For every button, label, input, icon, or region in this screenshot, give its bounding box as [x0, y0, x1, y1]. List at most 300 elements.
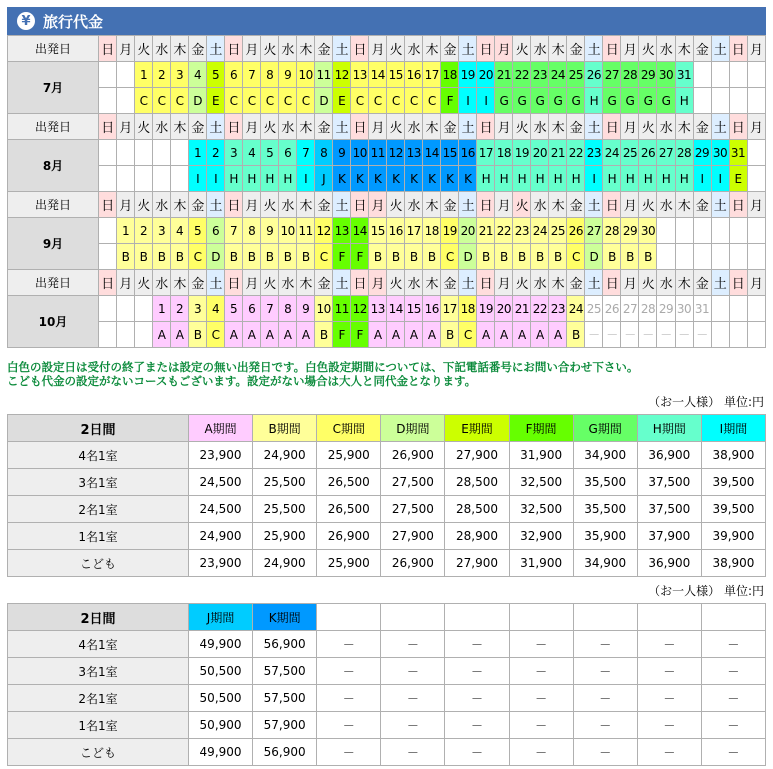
period-row	[8, 244, 766, 270]
date-cell[interactable]: 5	[261, 140, 279, 166]
weekday-cell: 月	[369, 36, 387, 62]
date-cell[interactable]: 16	[387, 218, 405, 244]
date-cell[interactable]: 5	[225, 296, 243, 322]
date-cell[interactable]: 15	[441, 140, 459, 166]
period-cell: C	[243, 88, 261, 114]
period-cell: D	[459, 244, 477, 270]
date-cell[interactable]: 2	[135, 218, 153, 244]
date-cell[interactable]: 5	[207, 62, 225, 88]
price-cell: 35,900	[573, 523, 637, 550]
weekday-cell: 土	[207, 36, 225, 62]
price-cell: 39,500	[701, 469, 765, 496]
date-cell[interactable]: 9	[333, 140, 351, 166]
price-cell: 23,900	[189, 442, 253, 469]
price-cell: 57,500	[253, 658, 317, 685]
date-cell[interactable]: 10	[351, 140, 369, 166]
weekday-cell: 月	[369, 114, 387, 140]
price-row	[8, 523, 766, 550]
weekday-cell: 金	[189, 36, 207, 62]
weekday-cell: 日	[603, 36, 621, 62]
date-cell[interactable]: 29	[621, 218, 639, 244]
date-cell[interactable]: 12	[315, 218, 333, 244]
weekday-cell: 月	[117, 36, 135, 62]
weekday-cell: 水	[531, 192, 549, 218]
date-cell[interactable]: 25	[621, 140, 639, 166]
price-cell: 35,500	[573, 469, 637, 496]
period-cell: D	[585, 244, 603, 270]
period-cell: －	[693, 322, 711, 348]
period-cell: K	[369, 166, 387, 192]
date-cell	[747, 140, 765, 166]
price-cell: －	[573, 712, 637, 739]
period-cell: B	[153, 244, 171, 270]
price-cell: －	[317, 685, 381, 712]
date-cell[interactable]: 7	[261, 296, 279, 322]
date-cell[interactable]: 15	[369, 218, 387, 244]
date-cell[interactable]: 9	[279, 62, 297, 88]
period-cell: C	[135, 88, 153, 114]
date-cell[interactable]: 21	[549, 140, 567, 166]
date-cell[interactable]: 8	[279, 296, 297, 322]
date-cell	[729, 62, 747, 88]
date-cell	[153, 140, 171, 166]
period-row	[8, 166, 766, 192]
date-cell[interactable]: 10	[297, 62, 315, 88]
period-cell: G	[567, 88, 585, 114]
weekday-header-row	[8, 192, 766, 218]
date-cell[interactable]: 26	[585, 62, 603, 88]
date-cell[interactable]: 18	[441, 62, 459, 88]
date-cell[interactable]: 8	[261, 62, 279, 88]
date-cell[interactable]: 4	[189, 62, 207, 88]
period-column-header: E期間	[445, 415, 509, 442]
date-cell[interactable]: 2	[171, 296, 189, 322]
date-cell[interactable]: 29	[693, 140, 711, 166]
date-cell[interactable]: 27	[621, 296, 639, 322]
date-cell[interactable]: 28	[621, 62, 639, 88]
date-cell[interactable]: 28	[675, 140, 693, 166]
date-cell[interactable]: 20	[477, 62, 495, 88]
date-cell[interactable]: 2	[207, 140, 225, 166]
date-cell[interactable]: 20	[459, 218, 477, 244]
weekday-cell: 木	[297, 270, 315, 296]
date-cell	[711, 218, 729, 244]
period-cell: C	[405, 88, 423, 114]
date-cell[interactable]: 7	[225, 218, 243, 244]
date-cell[interactable]: 18	[459, 296, 477, 322]
date-cell[interactable]: 27	[657, 140, 675, 166]
date-cell[interactable]: 15	[405, 296, 423, 322]
date-cell[interactable]: 14	[351, 218, 369, 244]
period-cell: K	[351, 166, 369, 192]
date-cell[interactable]: 16	[423, 296, 441, 322]
date-cell[interactable]: 6	[279, 140, 297, 166]
price-cell: －	[445, 631, 509, 658]
period-cell: C	[459, 322, 477, 348]
weekday-cell: 日	[729, 192, 747, 218]
weekday-cell: 日	[225, 270, 243, 296]
date-cell[interactable]: 6	[207, 218, 225, 244]
weekday-cell: 火	[135, 192, 153, 218]
date-cell[interactable]: 24	[567, 296, 585, 322]
notes	[7, 360, 766, 388]
weekday-cell: 土	[585, 270, 603, 296]
period-cell: C	[369, 88, 387, 114]
period-cell: C	[423, 88, 441, 114]
period-column-header: I期間	[701, 415, 765, 442]
weekday-cell: 木	[423, 36, 441, 62]
weekday-cell: 火	[513, 114, 531, 140]
weekday-cell: 月	[117, 270, 135, 296]
date-cell[interactable]: 3	[171, 62, 189, 88]
weekday-cell: 水	[279, 270, 297, 296]
date-cell[interactable]: 12	[387, 140, 405, 166]
date-cell[interactable]: 18	[423, 218, 441, 244]
date-cell[interactable]: 29	[639, 62, 657, 88]
weekday-cell: 水	[279, 36, 297, 62]
period-cell: A	[225, 322, 243, 348]
price-cell: 57,500	[253, 685, 317, 712]
date-cell	[99, 296, 117, 322]
date-cell[interactable]: 13	[351, 62, 369, 88]
price-cell: 32,500	[509, 469, 573, 496]
date-cell[interactable]: 18	[495, 140, 513, 166]
date-cell[interactable]: 24	[531, 218, 549, 244]
date-cell[interactable]: 19	[477, 296, 495, 322]
weekday-cell: 水	[657, 36, 675, 62]
period-cell: B	[513, 244, 531, 270]
period-cell: H	[279, 166, 297, 192]
date-cell[interactable]: 4	[171, 218, 189, 244]
date-cell[interactable]: 8	[315, 140, 333, 166]
weekday-cell: 水	[531, 36, 549, 62]
period-cell: I	[711, 166, 729, 192]
date-cell[interactable]: 30	[675, 296, 693, 322]
price-cell: 25,900	[317, 442, 381, 469]
date-cell[interactable]: 30	[639, 218, 657, 244]
weekday-cell: 日	[225, 192, 243, 218]
date-cell[interactable]: 13	[369, 296, 387, 322]
weekday-cell: 木	[675, 114, 693, 140]
date-cell[interactable]: 14	[369, 62, 387, 88]
period-cell: C	[153, 88, 171, 114]
date-cell[interactable]: 11	[297, 218, 315, 244]
date-cell[interactable]: 23	[585, 140, 603, 166]
weekday-cell: 木	[675, 270, 693, 296]
weekday-cell: 水	[279, 114, 297, 140]
weekday-header-row	[8, 114, 766, 140]
weekday-cell: 月	[621, 270, 639, 296]
period-column-header: K期間	[253, 604, 317, 631]
note-line: こども代金の設定がないコースもございます。設定がない場合は大人と同代金となります。	[7, 374, 477, 388]
price-cell: －	[701, 712, 765, 739]
date-cell[interactable]: 25	[585, 296, 603, 322]
period-cell	[711, 244, 729, 270]
date-cell[interactable]: 13	[333, 218, 351, 244]
period-cell: B	[117, 244, 135, 270]
date-cell[interactable]: 4	[207, 296, 225, 322]
period-cell: K	[387, 166, 405, 192]
price-cell: 26,900	[381, 550, 445, 577]
date-cell[interactable]: 17	[477, 140, 495, 166]
weekday-cell: 水	[657, 192, 675, 218]
weekday-cell: 火	[387, 114, 405, 140]
period-cell: A	[423, 322, 441, 348]
price-cell: －	[637, 658, 701, 685]
date-cell[interactable]: 21	[513, 296, 531, 322]
period-cell: A	[153, 322, 171, 348]
date-cell[interactable]: 2	[153, 62, 171, 88]
price-cell: －	[701, 631, 765, 658]
month-label: 9月	[8, 218, 99, 270]
date-cell[interactable]: 23	[513, 218, 531, 244]
date-cell[interactable]: 31	[675, 62, 693, 88]
date-cell[interactable]: 22	[495, 218, 513, 244]
period-cell: B	[603, 244, 621, 270]
date-cell[interactable]: 14	[387, 296, 405, 322]
period-column-header: D期間	[381, 415, 445, 442]
period-cell: B	[297, 244, 315, 270]
date-cell[interactable]: 7	[297, 140, 315, 166]
price-cell: －	[573, 658, 637, 685]
period-cell: B	[243, 244, 261, 270]
period-cell: B	[531, 244, 549, 270]
date-cell[interactable]: 17	[405, 218, 423, 244]
date-cell[interactable]: 8	[243, 218, 261, 244]
price-cell: 24,500	[189, 469, 253, 496]
month-label: 7月	[8, 62, 99, 114]
period-cell: B	[639, 244, 657, 270]
weekday-cell: 木	[297, 192, 315, 218]
date-cell[interactable]: 30	[657, 62, 675, 88]
date-cell[interactable]: 16	[459, 140, 477, 166]
date-cell[interactable]: 6	[243, 296, 261, 322]
price-header-row	[8, 604, 766, 631]
weekday-cell: 木	[171, 36, 189, 62]
date-cell[interactable]: 11	[333, 296, 351, 322]
price-cell: －	[445, 685, 509, 712]
price-cell: －	[637, 712, 701, 739]
date-cell[interactable]: 19	[441, 218, 459, 244]
period-cell	[99, 88, 117, 114]
date-cell[interactable]: 24	[603, 140, 621, 166]
date-cell[interactable]: 28	[639, 296, 657, 322]
date-cell[interactable]: 5	[189, 218, 207, 244]
weekday-cell: 水	[531, 114, 549, 140]
date-cell[interactable]: 11	[315, 62, 333, 88]
date-cell[interactable]: 22	[567, 140, 585, 166]
date-cell[interactable]: 24	[549, 62, 567, 88]
period-cell: －	[675, 322, 693, 348]
weekday-cell: 土	[585, 36, 603, 62]
date-cell[interactable]: 28	[603, 218, 621, 244]
date-cell[interactable]: 26	[567, 218, 585, 244]
period-cell: C	[315, 244, 333, 270]
weekday-cell: 日	[603, 192, 621, 218]
weekday-cell: 水	[279, 192, 297, 218]
price-cell: 50,500	[189, 685, 253, 712]
date-cell[interactable]: 1	[189, 140, 207, 166]
date-cell[interactable]: 1	[117, 218, 135, 244]
period-cell	[657, 244, 675, 270]
date-cell[interactable]: 20	[531, 140, 549, 166]
date-cell[interactable]: 1	[135, 62, 153, 88]
weekday-cell: 火	[639, 270, 657, 296]
period-cell: E	[333, 88, 351, 114]
date-cell[interactable]: 19	[513, 140, 531, 166]
weekday-cell: 金	[441, 270, 459, 296]
price-cell: 25,500	[253, 496, 317, 523]
date-cell[interactable]: 23	[531, 62, 549, 88]
date-row	[8, 218, 766, 244]
price-cell: 27,900	[445, 550, 509, 577]
period-cell: E	[729, 166, 747, 192]
weekday-cell: 金	[315, 192, 333, 218]
date-cell[interactable]: 25	[567, 62, 585, 88]
weekday-cell: 火	[513, 192, 531, 218]
date-cell[interactable]: 3	[153, 218, 171, 244]
weekday-cell: 日	[477, 270, 495, 296]
price-cell: 26,900	[381, 442, 445, 469]
weekday-cell: 土	[333, 192, 351, 218]
price-cell: 28,500	[445, 496, 509, 523]
date-cell[interactable]: 4	[243, 140, 261, 166]
date-cell[interactable]: 31	[693, 296, 711, 322]
date-cell[interactable]: 10	[279, 218, 297, 244]
date-cell	[135, 140, 153, 166]
period-cell: H	[477, 166, 495, 192]
price-cell: 31,900	[509, 442, 573, 469]
period-cell: F	[333, 322, 351, 348]
price-cell: 39,900	[701, 523, 765, 550]
date-cell[interactable]: 27	[585, 218, 603, 244]
date-cell[interactable]: 27	[603, 62, 621, 88]
room-type-label: 3名1室	[8, 658, 189, 685]
date-cell[interactable]: 30	[711, 140, 729, 166]
weekday-cell: 月	[495, 192, 513, 218]
price-cell: －	[509, 712, 573, 739]
period-cell: C	[351, 88, 369, 114]
price-cell: 32,500	[509, 496, 573, 523]
weekday-cell: 土	[333, 270, 351, 296]
period-cell: B	[171, 244, 189, 270]
room-type-label: こども	[8, 550, 189, 577]
date-cell[interactable]: 17	[441, 296, 459, 322]
weekday-cell: 月	[243, 192, 261, 218]
date-cell[interactable]: 20	[495, 296, 513, 322]
weekday-cell: 金	[189, 192, 207, 218]
date-cell[interactable]: 10	[315, 296, 333, 322]
period-column-header: J期間	[189, 604, 253, 631]
period-column-header: B期間	[253, 415, 317, 442]
price-row	[8, 442, 766, 469]
date-cell[interactable]: 22	[513, 62, 531, 88]
date-cell[interactable]: 21	[495, 62, 513, 88]
weekday-cell: 木	[675, 192, 693, 218]
price-cell: －	[381, 739, 445, 766]
date-cell[interactable]: 7	[243, 62, 261, 88]
period-cell: B	[477, 244, 495, 270]
period-column-header	[637, 604, 701, 631]
period-cell: A	[531, 322, 549, 348]
date-cell[interactable]: 16	[405, 62, 423, 88]
month-label: 10月	[8, 296, 99, 348]
date-cell[interactable]: 12	[351, 296, 369, 322]
weekday-cell: 火	[135, 114, 153, 140]
date-cell[interactable]: 9	[261, 218, 279, 244]
weekday-header-row	[8, 270, 766, 296]
unit-label: （お一人様） 単位:円	[648, 584, 764, 598]
period-cell	[747, 88, 765, 114]
date-cell[interactable]: 22	[531, 296, 549, 322]
weekday-cell: 土	[459, 270, 477, 296]
weekday-cell: 土	[459, 114, 477, 140]
date-cell[interactable]: 21	[477, 218, 495, 244]
weekday-cell: 月	[495, 114, 513, 140]
date-cell[interactable]: 23	[549, 296, 567, 322]
date-cell[interactable]: 26	[639, 140, 657, 166]
weekday-cell: 金	[315, 114, 333, 140]
period-cell: A	[495, 322, 513, 348]
date-cell[interactable]: 3	[189, 296, 207, 322]
period-cell: K	[423, 166, 441, 192]
period-cell: E	[207, 88, 225, 114]
price-cell: 38,900	[701, 442, 765, 469]
period-row	[8, 322, 766, 348]
panel-title: 旅行代金	[43, 12, 104, 31]
date-cell[interactable]: 9	[297, 296, 315, 322]
period-cell: －	[639, 322, 657, 348]
price-cell: 24,500	[189, 496, 253, 523]
date-cell	[99, 140, 117, 166]
date-cell[interactable]: 14	[423, 140, 441, 166]
weekday-cell: 金	[441, 192, 459, 218]
price-row	[8, 739, 766, 766]
price-cell: －	[445, 658, 509, 685]
date-cell[interactable]: 19	[459, 62, 477, 88]
date-cell[interactable]: 13	[405, 140, 423, 166]
date-cell[interactable]: 11	[369, 140, 387, 166]
date-cell[interactable]: 25	[549, 218, 567, 244]
date-cell	[711, 62, 729, 88]
date-cell[interactable]: 12	[333, 62, 351, 88]
price-cell: 49,900	[189, 631, 253, 658]
travel-price-panel	[7, 7, 766, 766]
date-cell[interactable]: 31	[729, 140, 747, 166]
period-column-header	[381, 604, 445, 631]
departure-date-label: 出発日	[8, 36, 99, 62]
period-cell: A	[405, 322, 423, 348]
date-cell[interactable]: 1	[153, 296, 171, 322]
price-cell: 23,900	[189, 550, 253, 577]
period-cell: G	[495, 88, 513, 114]
date-cell[interactable]: 29	[657, 296, 675, 322]
weekday-cell: 木	[171, 192, 189, 218]
date-cell[interactable]: 17	[423, 62, 441, 88]
period-cell	[135, 166, 153, 192]
price-cell: －	[701, 658, 765, 685]
date-cell[interactable]: 6	[225, 62, 243, 88]
price-cell: －	[701, 739, 765, 766]
period-column-header	[573, 604, 637, 631]
date-cell[interactable]: 3	[225, 140, 243, 166]
period-cell	[711, 88, 729, 114]
weekday-cell: 水	[405, 36, 423, 62]
date-cell[interactable]: 26	[603, 296, 621, 322]
period-cell: I	[189, 166, 207, 192]
date-cell[interactable]: 15	[387, 62, 405, 88]
period-row	[8, 88, 766, 114]
